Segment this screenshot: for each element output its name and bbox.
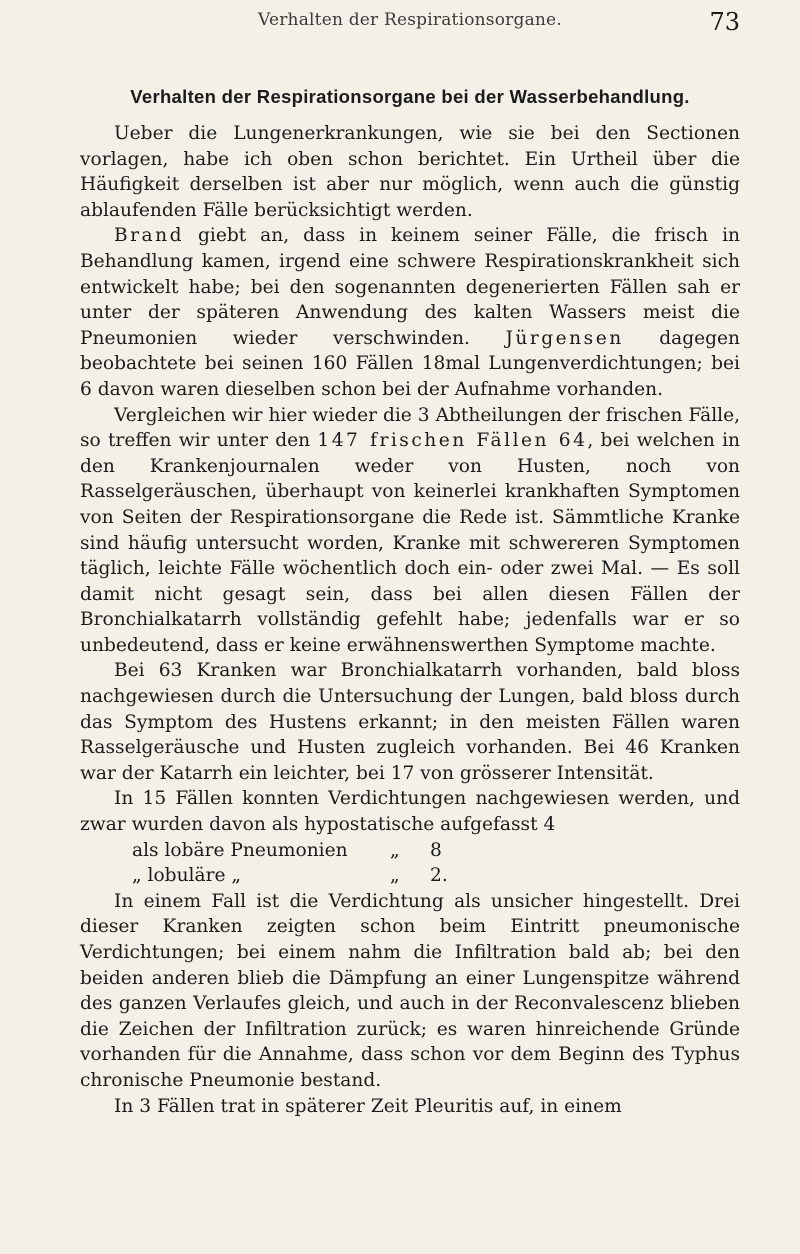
list-item-value: 2. xyxy=(430,865,448,887)
list-item-label: als lobäre Pneumonien xyxy=(132,839,348,861)
paragraph-2: Brand giebt an, dass in keinem seiner Fälle, die frisch in Behandlung kamen, irgend eine schwere Respirationskrankheit sich entwickelt habe; bei den sogenannten degenerierten Fällen sah er unter der späteren Anwendung des kalten Wassers meist die Pneumonien wieder verschwinden. Jürgensen dagegen beobachtete bei seinen 160 Fällen 18mal Lungenverdichtungen; bei 6 davon waren dieselben schon bei der Aufnahme vorhanden. xyxy=(80,225,741,400)
body-text xyxy=(80,121,740,1119)
running-title: Verhalten der Respirationsorgane. xyxy=(258,10,562,30)
paragraph-6: In einem Fall ist die Verdichtung als unsicher hingestellt. Drei dieser Kranken zeigten schon beim Eintritt pneumonische Verdichtungen; bei einem nahm die Infiltration bald ab; bei den beiden anderen blieb die Dämpfung an einer Lungenspitze während des ganzen Verlaufes gleich, und auch in der Reconvalescenz blieben die Zeichen der Infiltration zurück; es waren hinreichende Gründe vorhanden für die Annahme, dass schon vor dem Beginn des Typhus chronische Pneumonie bestand. xyxy=(80,890,740,1091)
paragraph-4: Bei 63 Kranken war Bronchialkatarrh vorhanden, bald bloss nachgewiesen durch die Untersuchung der Lungen, bald bloss durch das Symptom des Hustens erkannt; in den meisten Fällen waren Rasselgeräusche und Husten zugleich vorhanden. Bei 46 Kranken war der Katarrh ein leichter, bei 17 von grösserer Intensität. xyxy=(80,660,740,784)
paragraph-3: Vergleichen wir hier wieder die 3 Abtheilungen der frischen Fälle, so treffen wir unter den 147 frischen Fällen 64, bei welchen in den Krankenjournalen weder von Husten, noch von Rasselgeräuschen, überhaupt von keinerlei krankhaften Symptomen von Seiten der Respirationsorgane die Rede ist. Sämmtliche Kranke sind häufig untersucht worden, Kranke mit schwereren Symptomen täglich, leichte Fälle wöchentlich doch ein- oder zwei Mal. — Es soll damit nicht gesagt sein, dass bei allen diesen Fällen der Bronchialkatarrh vollständig gefehlt habe; jedenfalls war er so unbedeutend, dass er keine erwähnenswerthen Symptome machte. xyxy=(80,404,740,656)
running-header xyxy=(80,4,740,44)
book-page xyxy=(80,0,740,1254)
paragraph-5: In 15 Fällen konnten Verdichtungen nachgewiesen werden, und zwar wurden davon als hypostatische aufgefasst 4 xyxy=(80,788,740,836)
list-item-value: 8 xyxy=(430,839,442,861)
emphasis-frischen-faellen: 147 frischen Fällen 64 xyxy=(317,430,588,452)
list-item-ditto: „ xyxy=(390,865,400,887)
consolidation-list xyxy=(80,838,740,889)
author-brand: Brand xyxy=(114,225,185,247)
list-item xyxy=(80,838,740,864)
paragraph-7: In 3 Fällen trat in späterer Zeit Pleuritis auf, in einem xyxy=(114,1095,622,1117)
list-item xyxy=(80,863,740,889)
section-title: Verhalten der Respirationsorgane bei der Wasserbehandlung. xyxy=(130,86,690,107)
list-item-ditto: „ xyxy=(390,839,400,861)
author-juergensen: Jürgensen xyxy=(505,327,624,349)
list-item-label: „ lobuläre „ xyxy=(132,865,242,887)
paragraph-1: Ueber die Lungenerkrankungen, wie sie bei den Sectionen vorlagen, habe ich oben schon berichtet. Ein Urtheil über die Häufigkeit derselben ist aber nur möglich, wenn auch die günstig ablaufenden Fälle berücksichtigt werden. xyxy=(80,123,740,221)
page-number: 73 xyxy=(709,8,740,36)
